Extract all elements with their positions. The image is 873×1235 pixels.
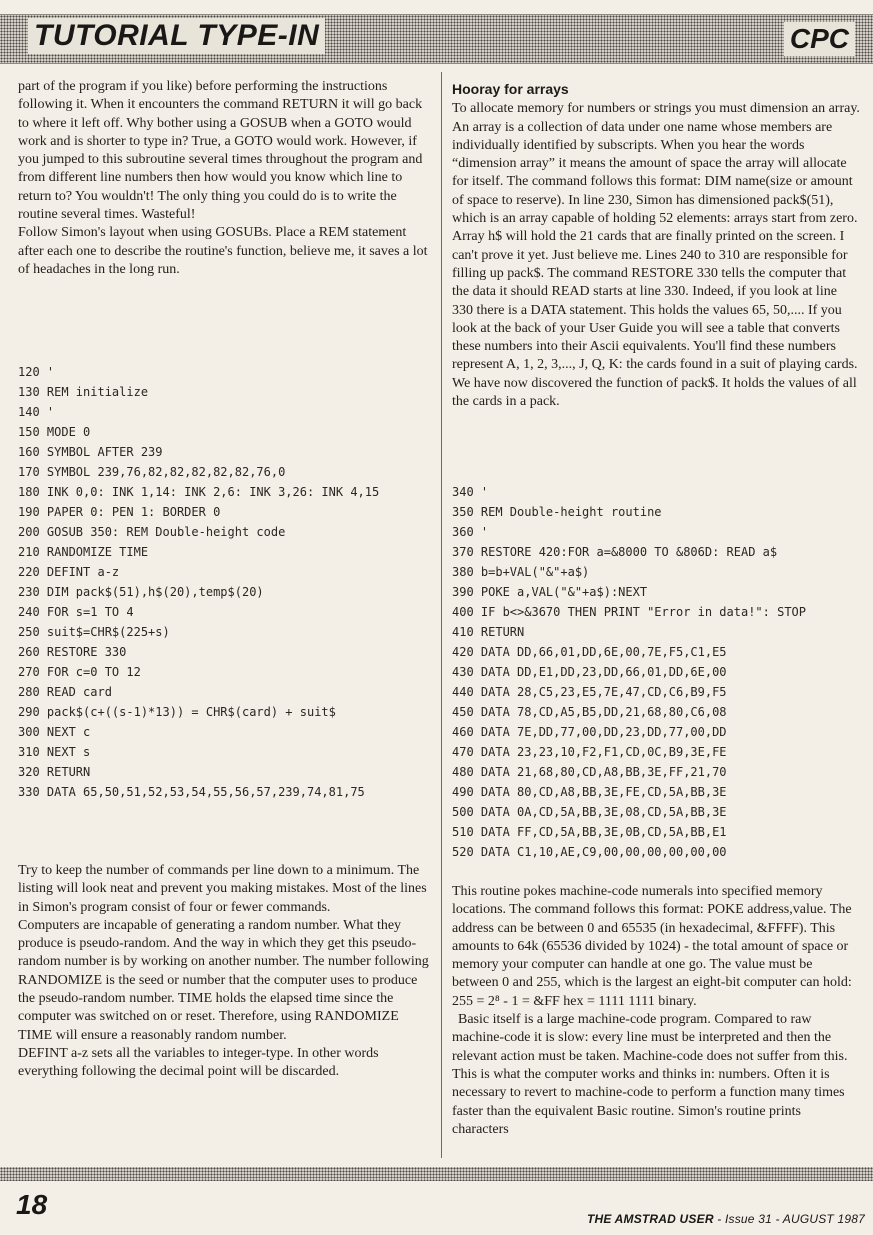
code-line: 280 READ card	[18, 685, 112, 699]
code-line: 220 DEFINT a-z	[18, 565, 120, 579]
code-line: 510 DATA FF,CD,5A,BB,3E,0B,CD,5A,BB,E1	[452, 825, 727, 839]
paragraph: part of the program if you like) before performing the instructions following it. When it encounters the command RETURN it will go back to where it left off. Why bother using a GOSUB when a GOTO would work and is shorter to type in? True, a GOTO would work. However, if you jumped to this subroutine several times throughout the program and from different line numbers then how would you know which line to return to? You wouldn't! The only thing you could do is to write the routine several times. Wasteful!	[18, 79, 423, 223]
code-line: 270 FOR c=0 TO 12	[18, 665, 141, 679]
section-heading: Hooray for arrays	[452, 81, 569, 97]
paragraph: Follow Simon's layout when using GOSUBs. Place a REM statement after each one to describe the routine's function, believe me, it saves a lot of headaches in the long run.	[18, 225, 428, 277]
code-line: 400 IF b<>&3670 THEN PRINT "Error in data!": STOP	[452, 605, 807, 619]
paragraph: Computers are incapable of generating a random number. What they produce is pseudo-random. And the way in which they get this pseudo-random number is by working on another number. The number following RANDOMIZE is the seed or number that the computer uses to produce the pseudo-random number. TIME holds the elapsed time since the computer was switched on or reset. Therefore, using RANDOMIZE TIME will ensure a reasonably random number.	[18, 917, 429, 1043]
code-line: 190 PAPER 0: PEN 1: BORDER 0	[18, 505, 221, 519]
paragraph: Basic itself is a large machine-code program. Compared to raw machine-code it is slow: every line must be interpreted and then the relevant action must be taken. Machine-code does not suffer from this. This is what the computer works and thinks in: numbers. Often it is necessary to revert to machine-code to perform a function many times faster than the equivalent Basic routine. Simon's routine prints characters	[452, 1012, 848, 1137]
section-title: TUTORIAL TYPE-IN	[28, 18, 325, 54]
code-line: 420 DATA DD,66,01,DD,6E,00,7E,F5,C1,E5	[452, 645, 727, 659]
code-line: 430 DATA DD,E1,DD,23,DD,66,01,DD,6E,00	[452, 665, 727, 679]
code-line: 120 '	[18, 365, 55, 379]
code-line: 440 DATA 28,C5,23,E5,7E,47,CD,C6,B9,F5	[452, 685, 727, 699]
code-line: 210 RANDOMIZE TIME	[18, 545, 149, 559]
paragraph: DEFINT a-z sets all the variables to integer-type. In other words everything following the decimal point will be discarded.	[18, 1045, 379, 1080]
code-line: 140 '	[18, 405, 55, 419]
code-line: 240 FOR s=1 TO 4	[18, 605, 134, 619]
code-line: 330 DATA 65,50,51,52,53,54,55,56,57,239,74,81,75	[18, 785, 365, 799]
code-line: 390 POKE a,VAL("&"+a$):NEXT	[452, 585, 648, 599]
footer-bar	[0, 1167, 873, 1181]
issue-info: - Issue 31 - AUGUST 1987	[717, 1212, 865, 1226]
listing-double-height	[452, 482, 860, 862]
code-line: 380 b=b+VAL("&"+a$)	[452, 565, 590, 579]
code-line: 310 NEXT s	[18, 745, 91, 759]
paragraph: Try to keep the number of commands per line down to a minimum. The listing will look neat and prevent you making mistakes. Most of the lines in Simon's program consist of four or fewer commands.	[18, 863, 427, 915]
code-line: 250 suit$=CHR$(225+s)	[18, 625, 170, 639]
left-intro-text	[18, 78, 433, 279]
code-line: 300 NEXT c	[18, 725, 91, 739]
listing-initialize	[18, 362, 433, 802]
paragraph: To allocate memory for numbers or strings you must dimension an array. An array is a collection of data under one name whose members are individually identified by subscripts. When you hear the words “dimension array” it means the amount of space the array will allocate for itself. The command follows this format: DIM name(size or amount of space to reserve). In line 230, Simon has dimensioned pack$(51), which is an array capable of holding 52 elements: arrays start from zero. Array h$ will hold the 21 cards that are finally printed on the screen. I can't prove it yet. Just believe me. Lines 240 to 310 are responsible for filling up pack$. The command RESTORE 330 tells the computer that the data it should READ starts at line 330. Indeed, if you look at line 330 there is a DATA statement. This holds the values 65, 50,.... If you look at the back of your User Guide you will see a table that converts these numbers into their Ascii equivalents. You'll find these numbers represent A, 1, 2, 3,..., J, Q, K: the cards found in a suit of playing cards. We have now discovered the function of pack$. It holds the values of all the cards in a pack.	[452, 101, 860, 410]
code-line: 170 SYMBOL 239,76,82,82,82,82,82,76,0	[18, 465, 286, 479]
code-line: 370 RESTORE 420:FOR a=&8000 TO &806D: READ a$	[452, 545, 778, 559]
masthead	[587, 1212, 865, 1226]
right-arrays-section	[452, 80, 860, 411]
code-line: 230 DIM pack$(51),h$(20),temp$(20)	[18, 585, 264, 599]
code-line: 200 GOSUB 350: REM Double-height code	[18, 525, 286, 539]
code-line: 480 DATA 21,68,80,CD,A8,BB,3E,FF,21,70	[452, 765, 727, 779]
code-line: 340 '	[452, 485, 489, 499]
paragraph: This routine pokes machine-code numerals into specified memory locations. The command follows this format: POKE address,value. The address can be between 0 and 65535 (in hexadecimal, &FFFF). This amounts to 64k (65536 divided by 1024) - the total amount of space or memory your computer can handle at one go. The value must be between 0 and 255, which is the largest an eight-bit computer can hold: 255 = 2⁸ - 1 = &FF hex = 1111 1111 binary.	[452, 884, 852, 1009]
code-line: 160 SYMBOL AFTER 239	[18, 445, 163, 459]
code-line: 150 MODE 0	[18, 425, 91, 439]
code-line: 350 REM Double-height routine	[452, 505, 662, 519]
code-line: 320 RETURN	[18, 765, 91, 779]
column-divider	[441, 72, 442, 1158]
code-line: 520 DATA C1,10,AE,C9,00,00,00,00,00,00	[452, 845, 727, 859]
code-line: 180 INK 0,0: INK 1,14: INK 2,6: INK 3,26: INK 4,15	[18, 485, 380, 499]
left-outro-text	[18, 862, 433, 1082]
code-line: 290 pack$(c+((s-1)*13)) = CHR$(card) + suit$	[18, 705, 336, 719]
right-outro-text	[452, 883, 860, 1139]
code-line: 500 DATA 0A,CD,5A,BB,3E,08,CD,5A,BB,3E	[452, 805, 727, 819]
code-line: 410 RETURN	[452, 625, 525, 639]
code-line: 260 RESTORE 330	[18, 645, 127, 659]
code-line: 360 '	[452, 525, 489, 539]
code-line: 450 DATA 78,CD,A5,B5,DD,21,68,80,C6,08	[452, 705, 727, 719]
code-line: 470 DATA 23,23,10,F2,F1,CD,0C,B9,3E,FE	[452, 745, 727, 759]
platform-label: CPC	[784, 22, 855, 56]
code-line: 130 REM initialize	[18, 385, 149, 399]
code-line: 460 DATA 7E,DD,77,00,DD,23,DD,77,00,DD	[452, 725, 727, 739]
magazine-name: THE AMSTRAD USER	[586, 1212, 714, 1226]
page-number: 18	[16, 1189, 48, 1220]
code-line: 490 DATA 80,CD,A8,BB,3E,FE,CD,5A,BB,3E	[452, 785, 727, 799]
